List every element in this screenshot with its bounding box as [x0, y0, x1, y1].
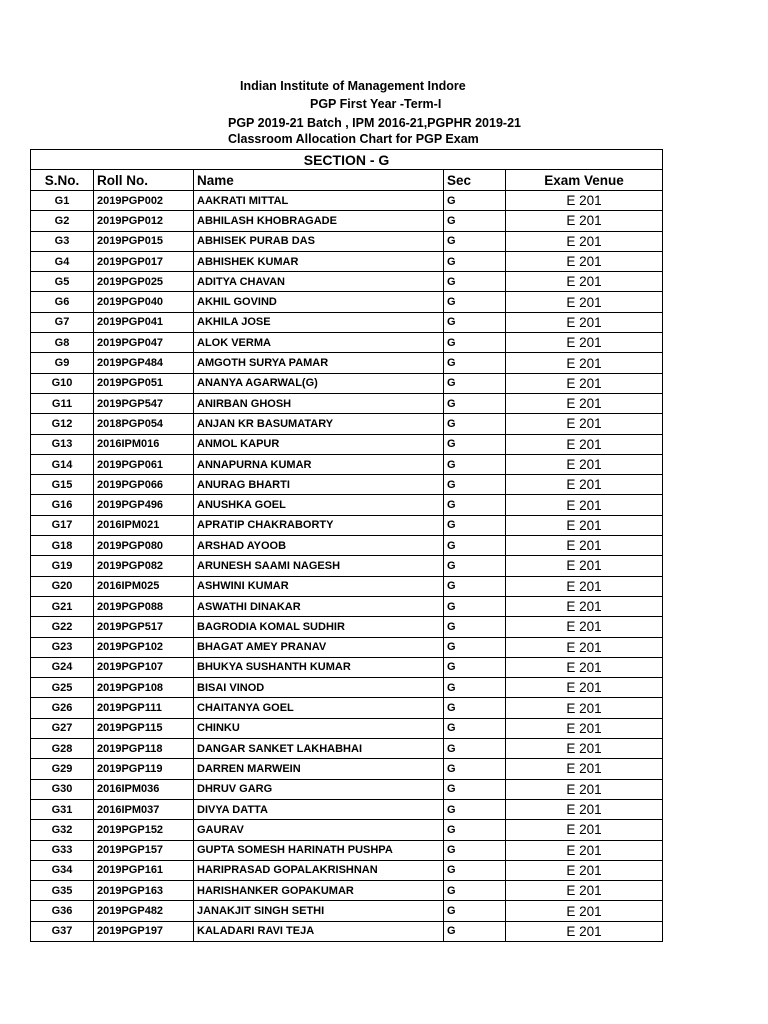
name-cell: ANIRBAN GHOSH [194, 393, 444, 413]
roll-cell: 2019PGP002 [94, 191, 194, 211]
allocation-table [30, 149, 663, 942]
sec-cell: G [444, 414, 506, 434]
roll-cell: 2016IPM016 [94, 434, 194, 454]
roll-cell: 2019PGP111 [94, 698, 194, 718]
name-cell: AMGOTH SURYA PAMAR [194, 353, 444, 373]
sno-cell: G23 [31, 637, 94, 657]
table-row [31, 921, 663, 941]
table-row [31, 820, 663, 840]
sno-cell: G26 [31, 698, 94, 718]
sno-cell: G25 [31, 678, 94, 698]
table-row [31, 739, 663, 759]
name-cell: CHINKU [194, 718, 444, 738]
roll-cell: 2019PGP152 [94, 820, 194, 840]
roll-cell: 2019PGP088 [94, 596, 194, 616]
table-row [31, 881, 663, 901]
sno-cell: G5 [31, 272, 94, 292]
name-cell: BAGRODIA KOMAL SUDHIR [194, 617, 444, 637]
venue-cell: E 201 [506, 678, 663, 698]
roll-cell: 2019PGP082 [94, 556, 194, 576]
sec-cell: G [444, 251, 506, 271]
roll-cell: 2016IPM037 [94, 799, 194, 819]
venue-cell: E 201 [506, 759, 663, 779]
venue-cell: E 201 [506, 495, 663, 515]
name-cell: JANAKJIT SINGH SETHI [194, 901, 444, 921]
sno-cell: G31 [31, 799, 94, 819]
name-cell: ABHISHEK KUMAR [194, 251, 444, 271]
name-cell: CHAITANYA GOEL [194, 698, 444, 718]
sec-cell: G [444, 191, 506, 211]
col-header-roll: Roll No. [94, 170, 194, 191]
sno-cell: G20 [31, 576, 94, 596]
sno-cell: G37 [31, 921, 94, 941]
roll-cell: 2018PGP054 [94, 414, 194, 434]
col-header-name: Name [194, 170, 444, 191]
sec-cell: G [444, 333, 506, 353]
roll-cell: 2019PGP484 [94, 353, 194, 373]
sec-cell: G [444, 353, 506, 373]
sec-cell: G [444, 820, 506, 840]
venue-cell: E 201 [506, 515, 663, 535]
roll-cell: 2019PGP012 [94, 211, 194, 231]
name-cell: AAKRATI MITTAL [194, 191, 444, 211]
name-cell: ANMOL KAPUR [194, 434, 444, 454]
sec-cell: G [444, 901, 506, 921]
table-row [31, 860, 663, 880]
roll-cell: 2019PGP108 [94, 678, 194, 698]
table-row [31, 495, 663, 515]
venue-cell: E 201 [506, 718, 663, 738]
table-row [31, 475, 663, 495]
venue-cell: E 201 [506, 881, 663, 901]
sec-cell: G [444, 393, 506, 413]
name-cell: KALADARI RAVI TEJA [194, 921, 444, 941]
roll-cell: 2016IPM025 [94, 576, 194, 596]
table-row [31, 596, 663, 616]
table-row [31, 617, 663, 637]
name-cell: AKHILA JOSE [194, 312, 444, 332]
section-title: SECTION - G [31, 150, 663, 170]
chart-title: Classroom Allocation Chart for PGP Exam [228, 132, 479, 146]
venue-cell: E 201 [506, 191, 663, 211]
table-row [31, 393, 663, 413]
name-cell: DHRUV GARG [194, 779, 444, 799]
sec-cell: G [444, 921, 506, 941]
table-row [31, 576, 663, 596]
name-cell: BHUKYA SUSHANTH KUMAR [194, 657, 444, 677]
name-cell: APRATIP CHAKRABORTY [194, 515, 444, 535]
venue-cell: E 201 [506, 799, 663, 819]
batch-info: PGP 2019-21 Batch , IPM 2016-21,PGPHR 2019-21 [228, 116, 521, 130]
venue-cell: E 201 [506, 231, 663, 251]
table-row [31, 718, 663, 738]
sno-cell: G27 [31, 718, 94, 738]
name-cell: GUPTA SOMESH HARINATH PUSHPA [194, 840, 444, 860]
sno-cell: G35 [31, 881, 94, 901]
sno-cell: G34 [31, 860, 94, 880]
roll-cell: 2019PGP157 [94, 840, 194, 860]
roll-cell: 2019PGP051 [94, 373, 194, 393]
sno-cell: G28 [31, 739, 94, 759]
table-row [31, 759, 663, 779]
venue-cell: E 201 [506, 475, 663, 495]
sec-cell: G [444, 657, 506, 677]
roll-cell: 2019PGP025 [94, 272, 194, 292]
venue-cell: E 201 [506, 434, 663, 454]
name-cell: ABHISEK PURAB DAS [194, 231, 444, 251]
venue-cell: E 201 [506, 617, 663, 637]
name-cell: DANGAR SANKET LAKHABHAI [194, 739, 444, 759]
roll-cell: 2019PGP496 [94, 495, 194, 515]
venue-cell: E 201 [506, 373, 663, 393]
venue-cell: E 201 [506, 840, 663, 860]
section-header-row [31, 150, 663, 170]
sno-cell: G14 [31, 454, 94, 474]
sno-cell: G1 [31, 191, 94, 211]
sno-cell: G6 [31, 292, 94, 312]
sno-cell: G13 [31, 434, 94, 454]
venue-cell: E 201 [506, 292, 663, 312]
sno-cell: G8 [31, 333, 94, 353]
sno-cell: G24 [31, 657, 94, 677]
roll-cell: 2019PGP115 [94, 718, 194, 738]
sec-cell: G [444, 272, 506, 292]
name-cell: ASWATHI DINAKAR [194, 596, 444, 616]
table-row [31, 312, 663, 332]
sno-cell: G3 [31, 231, 94, 251]
venue-cell: E 201 [506, 860, 663, 880]
sec-cell: G [444, 231, 506, 251]
roll-cell: 2019PGP547 [94, 393, 194, 413]
table-row [31, 637, 663, 657]
roll-cell: 2019PGP517 [94, 617, 194, 637]
sec-cell: G [444, 211, 506, 231]
name-cell: ANURAG BHARTI [194, 475, 444, 495]
venue-cell: E 201 [506, 414, 663, 434]
table-row [31, 799, 663, 819]
sno-cell: G32 [31, 820, 94, 840]
roll-cell: 2019PGP163 [94, 881, 194, 901]
sno-cell: G33 [31, 840, 94, 860]
sno-cell: G21 [31, 596, 94, 616]
sec-cell: G [444, 637, 506, 657]
institute-title: Indian Institute of Management Indore [240, 79, 466, 93]
column-header-row [31, 170, 663, 191]
roll-cell: 2019PGP107 [94, 657, 194, 677]
sno-cell: G12 [31, 414, 94, 434]
col-header-sno: S.No. [31, 170, 94, 191]
sno-cell: G16 [31, 495, 94, 515]
table-row [31, 515, 663, 535]
table-row [31, 536, 663, 556]
name-cell: ANUSHKA GOEL [194, 495, 444, 515]
name-cell: ARUNESH SAAMI NAGESH [194, 556, 444, 576]
table-row [31, 373, 663, 393]
sec-cell: G [444, 840, 506, 860]
sec-cell: G [444, 434, 506, 454]
table-row [31, 272, 663, 292]
table-row [31, 698, 663, 718]
sec-cell: G [444, 475, 506, 495]
sno-cell: G18 [31, 536, 94, 556]
sec-cell: G [444, 739, 506, 759]
sno-cell: G4 [31, 251, 94, 271]
sno-cell: G36 [31, 901, 94, 921]
name-cell: HARISHANKER GOPAKUMAR [194, 881, 444, 901]
table-row [31, 454, 663, 474]
sec-cell: G [444, 312, 506, 332]
sec-cell: G [444, 536, 506, 556]
table-row [31, 251, 663, 271]
sec-cell: G [444, 495, 506, 515]
roll-cell: 2019PGP015 [94, 231, 194, 251]
sec-cell: G [444, 454, 506, 474]
sec-cell: G [444, 678, 506, 698]
name-cell: ADITYA CHAVAN [194, 272, 444, 292]
sno-cell: G11 [31, 393, 94, 413]
name-cell: AKHIL GOVIND [194, 292, 444, 312]
venue-cell: E 201 [506, 251, 663, 271]
sec-cell: G [444, 596, 506, 616]
roll-cell: 2019PGP061 [94, 454, 194, 474]
table-row [31, 353, 663, 373]
table-row [31, 434, 663, 454]
sec-cell: G [444, 718, 506, 738]
venue-cell: E 201 [506, 556, 663, 576]
venue-cell: E 201 [506, 272, 663, 292]
venue-cell: E 201 [506, 312, 663, 332]
sec-cell: G [444, 292, 506, 312]
venue-cell: E 201 [506, 393, 663, 413]
roll-cell: 2019PGP161 [94, 860, 194, 880]
sec-cell: G [444, 799, 506, 819]
col-header-sec: Sec [444, 170, 506, 191]
sno-cell: G9 [31, 353, 94, 373]
venue-cell: E 201 [506, 921, 663, 941]
venue-cell: E 201 [506, 901, 663, 921]
sec-cell: G [444, 881, 506, 901]
table-row [31, 840, 663, 860]
table-row [31, 191, 663, 211]
name-cell: ANJAN KR BASUMATARY [194, 414, 444, 434]
name-cell: ASHWINI KUMAR [194, 576, 444, 596]
roll-cell: 2019PGP047 [94, 333, 194, 353]
name-cell: ALOK VERMA [194, 333, 444, 353]
name-cell: ARSHAD AYOOB [194, 536, 444, 556]
venue-cell: E 201 [506, 637, 663, 657]
venue-cell: E 201 [506, 739, 663, 759]
table-row [31, 678, 663, 698]
name-cell: ANNAPURNA KUMAR [194, 454, 444, 474]
roll-cell: 2019PGP197 [94, 921, 194, 941]
table-row [31, 414, 663, 434]
name-cell: BHAGAT AMEY PRANAV [194, 637, 444, 657]
name-cell: HARIPRASAD GOPALAKRISHNAN [194, 860, 444, 880]
name-cell: DIVYA DATTA [194, 799, 444, 819]
venue-cell: E 201 [506, 657, 663, 677]
name-cell: GAURAV [194, 820, 444, 840]
venue-cell: E 201 [506, 698, 663, 718]
roll-cell: 2019PGP102 [94, 637, 194, 657]
venue-cell: E 201 [506, 820, 663, 840]
roll-cell: 2016IPM036 [94, 779, 194, 799]
roll-cell: 2019PGP040 [94, 292, 194, 312]
name-cell: ANANYA AGARWAL(G) [194, 373, 444, 393]
table-row [31, 292, 663, 312]
table-row [31, 657, 663, 677]
sno-cell: G15 [31, 475, 94, 495]
sno-cell: G29 [31, 759, 94, 779]
venue-cell: E 201 [506, 779, 663, 799]
table-row [31, 779, 663, 799]
roll-cell: 2019PGP066 [94, 475, 194, 495]
roll-cell: 2016IPM021 [94, 515, 194, 535]
roll-cell: 2019PGP041 [94, 312, 194, 332]
table-row [31, 556, 663, 576]
sec-cell: G [444, 698, 506, 718]
venue-cell: E 201 [506, 454, 663, 474]
program-term: PGP First Year -Term-I [310, 97, 442, 111]
table-row [31, 901, 663, 921]
roll-cell: 2019PGP017 [94, 251, 194, 271]
sno-cell: G10 [31, 373, 94, 393]
col-header-venue: Exam Venue [506, 170, 663, 191]
table-row [31, 231, 663, 251]
sec-cell: G [444, 759, 506, 779]
roll-cell: 2019PGP482 [94, 901, 194, 921]
venue-cell: E 201 [506, 211, 663, 231]
venue-cell: E 201 [506, 333, 663, 353]
roll-cell: 2019PGP080 [94, 536, 194, 556]
sno-cell: G17 [31, 515, 94, 535]
name-cell: BISAI VINOD [194, 678, 444, 698]
sec-cell: G [444, 556, 506, 576]
sec-cell: G [444, 515, 506, 535]
sec-cell: G [444, 617, 506, 637]
sec-cell: G [444, 373, 506, 393]
name-cell: ABHILASH KHOBRAGADE [194, 211, 444, 231]
venue-cell: E 201 [506, 576, 663, 596]
sno-cell: G30 [31, 779, 94, 799]
venue-cell: E 201 [506, 536, 663, 556]
table-row [31, 333, 663, 353]
roll-cell: 2019PGP118 [94, 739, 194, 759]
name-cell: DARREN MARWEIN [194, 759, 444, 779]
sec-cell: G [444, 860, 506, 880]
sno-cell: G2 [31, 211, 94, 231]
sec-cell: G [444, 576, 506, 596]
roll-cell: 2019PGP119 [94, 759, 194, 779]
sno-cell: G7 [31, 312, 94, 332]
sno-cell: G19 [31, 556, 94, 576]
venue-cell: E 201 [506, 596, 663, 616]
venue-cell: E 201 [506, 353, 663, 373]
table-row [31, 211, 663, 231]
sec-cell: G [444, 779, 506, 799]
sno-cell: G22 [31, 617, 94, 637]
